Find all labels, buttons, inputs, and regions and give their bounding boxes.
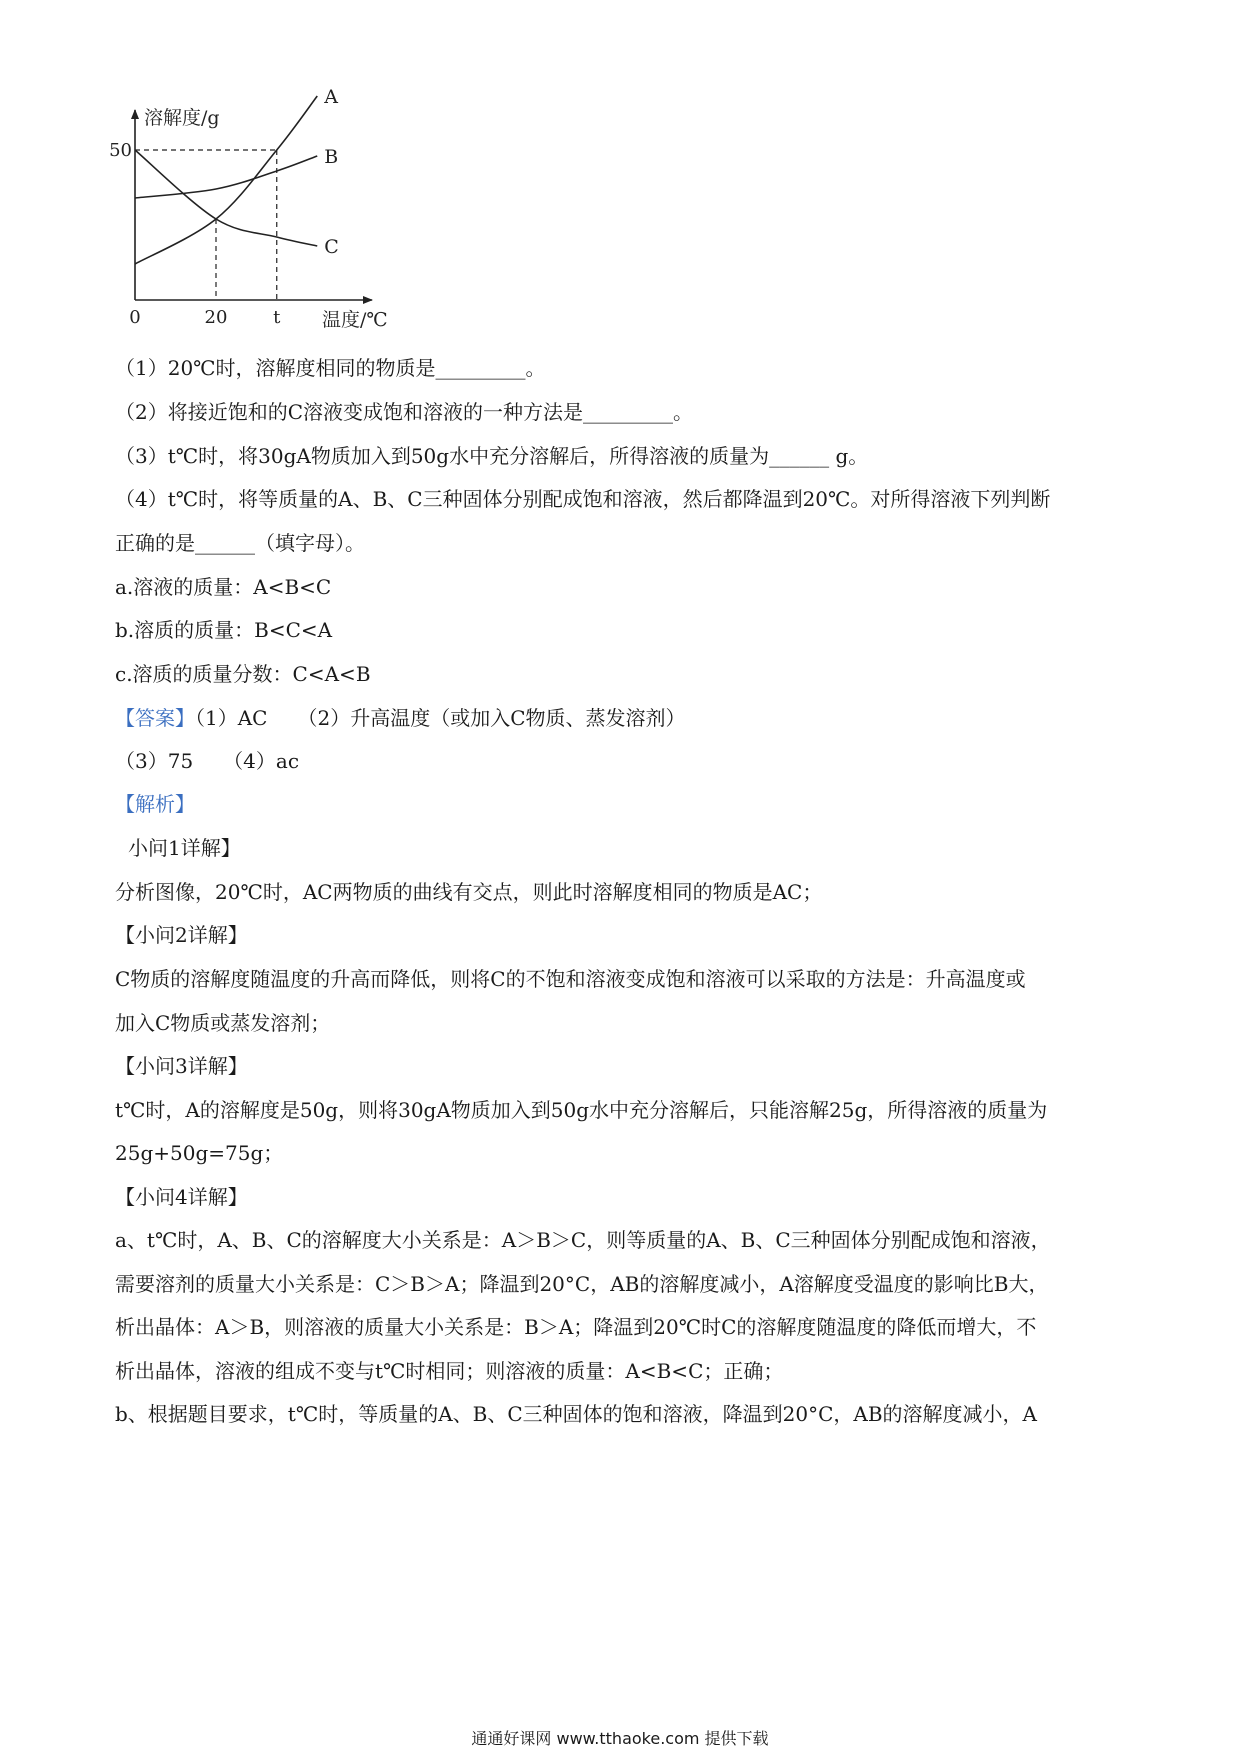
answer-line-2: （3）75 （4）ac [115, 749, 300, 773]
analysis-label: 【解析】 [115, 792, 195, 816]
x-axis-label: 温度/℃ [322, 309, 388, 331]
footer-watermark: 通通好课网 www.tthaoke.com 提供下载 [471, 1729, 769, 1748]
answer-label: 【答案】 [115, 706, 195, 730]
solubility-chart-svg [109, 86, 450, 378]
analysis-text-4b: 需要溶剂的质量大小关系是：C＞B＞A；降温到20°C，AB的溶解度减小，A溶解度受温度的影响比B大， [115, 1272, 1049, 1296]
option-c: c.溶质的质量分数：C<A<B [115, 662, 371, 686]
analysis-text-4a: a、t℃时，A、B、C的溶解度大小关系是：A＞B＞C，则等质量的A、B、C三种固体分别配成饱和溶液， [115, 1228, 1051, 1252]
analysis-heading-1: 小问1详解】 [128, 836, 241, 860]
option-b: b.溶质的质量：B<C<A [115, 618, 333, 642]
option-a: a.溶液的质量：A<B<C [115, 575, 332, 599]
question-2: （2）将接近饱和的C溶液变成饱和溶液的一种方法是_________。 [115, 400, 694, 424]
question-4-line-2: 正确的是______（填字母）。 [115, 531, 365, 555]
analysis-text-3b: 25g+50g=75g； [115, 1141, 284, 1165]
analysis-heading-3: 【小问3详解】 [115, 1054, 248, 1078]
x-tick-label: t [273, 307, 281, 328]
question-3: （3）t℃时，将30gA物质加入到50g水中充分溶解后，所得溶液的质量为______ g。 [115, 444, 869, 468]
x-tick-label: 20 [204, 307, 228, 328]
question-1: （1）20℃时，溶解度相同的物质是_________。 [115, 356, 546, 380]
analysis-text-3a: t℃时，A的溶解度是50g，则将30gA物质加入到50g水中充分溶解后，只能溶解25g，所得溶液的质量为 [115, 1098, 1048, 1122]
analysis-heading-2: 【小问2详解】 [115, 923, 248, 947]
analysis-text-1: 分析图像，20℃时，AC两物质的曲线有交点，则此时溶解度相同的物质是AC； [115, 880, 823, 904]
analysis-heading-4: 【小问4详解】 [115, 1185, 248, 1209]
analysis-text-2b: 加入C物质或蒸发溶剂； [115, 1011, 331, 1035]
y-tick-label: 50 [109, 140, 132, 161]
analysis-text-2a: C物质的溶解度随温度的升高而降低，则将C的不饱和溶液变成饱和溶液可以采取的方法是：升高温度或 [115, 967, 1026, 991]
curve-b [135, 156, 317, 198]
solubility-chart [109, 86, 450, 378]
x-tick-label: 0 [129, 307, 141, 328]
curve-c [135, 150, 317, 246]
series-label-c: C [324, 236, 339, 258]
series-label-b: B [324, 146, 339, 168]
question-4-line-1: （4）t℃时，将等质量的A、B、C三种固体分别配成饱和溶液，然后都降温到20℃。对所得溶液下列判断 [115, 487, 1051, 511]
analysis-text-4e: b、根据题目要求，t℃时，等质量的A、B、C三种固体的饱和溶液，降温到20°C，AB的溶解度减小，A [115, 1402, 1037, 1426]
series-label-a: A [324, 86, 338, 108]
answer-part-1: （1）AC （2）升高温度（或加入C物质、蒸发溶剂） [195, 706, 686, 730]
analysis-text-4c: 析出晶体：A＞B，则溶液的质量大小关系是：B＞A；降温到20℃时C的溶解度随温度的降低而增大，不 [115, 1315, 1037, 1339]
y-axis-label: 溶解度/g [144, 107, 220, 129]
answer-line-1 [115, 704, 686, 732]
analysis-text-4d: 析出晶体，溶液的组成不变与t℃时相同；则溶液的质量：A<B<C；正确； [115, 1359, 784, 1383]
